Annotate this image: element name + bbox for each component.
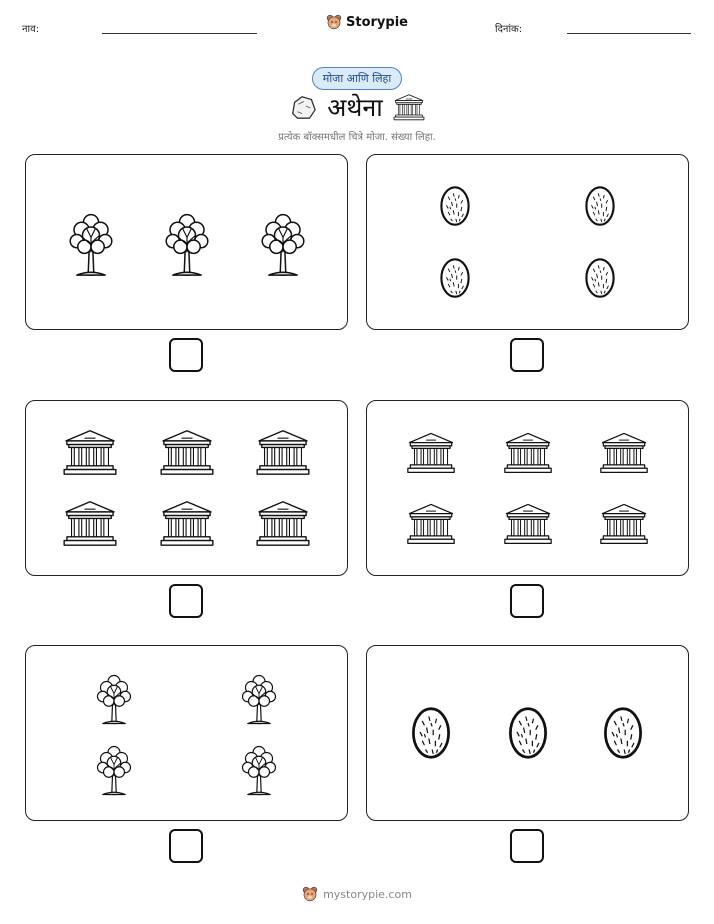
tree-icon: [240, 671, 278, 725]
counting-box-1: [25, 154, 348, 330]
temple-icon: [255, 428, 311, 476]
temple-icon: [255, 499, 311, 547]
counting-box-4: [366, 400, 689, 576]
title-row: [0, 90, 714, 124]
temple-icon: [393, 93, 425, 121]
tree-icon: [163, 209, 211, 277]
footer-site[interactable]: mystorypie.com: [323, 887, 412, 901]
egg-icon: [583, 182, 617, 230]
footer: [0, 886, 714, 902]
name-line[interactable]: [102, 33, 257, 34]
temple-icon: [406, 502, 456, 545]
egg-icon: [601, 702, 645, 764]
name-label: नाव:: [22, 24, 40, 35]
tree-icon: [259, 209, 307, 277]
temple-icon: [599, 431, 649, 474]
egg-icon: [438, 182, 472, 230]
temple-icon: [159, 428, 215, 476]
date-label: दिनांक:: [495, 24, 523, 35]
bear-icon: [326, 14, 342, 30]
rock-icon: [289, 92, 317, 122]
temple-icon: [62, 428, 118, 476]
counting-box-5: [25, 645, 348, 821]
answer-box-4[interactable]: [510, 584, 544, 618]
answer-box-5[interactable]: [169, 829, 203, 863]
counting-box-6: [366, 645, 689, 821]
tree-icon: [95, 742, 133, 796]
tag-wrapper: [0, 67, 714, 90]
egg-icon: [438, 254, 472, 302]
brand-logo: [326, 14, 408, 30]
answer-box-2[interactable]: [510, 338, 544, 372]
temple-icon: [159, 499, 215, 547]
temple-icon: [503, 502, 553, 545]
egg-icon: [583, 254, 617, 302]
tree-icon: [95, 671, 133, 725]
worksheet-tag: मोजा आणि लिहा: [312, 67, 402, 90]
egg-icon: [506, 702, 550, 764]
date-line[interactable]: [567, 33, 691, 34]
counting-box-2: [366, 154, 689, 330]
temple-icon: [503, 431, 553, 474]
answer-box-6[interactable]: [510, 829, 544, 863]
answer-box-1[interactable]: [169, 338, 203, 372]
tree-icon: [67, 209, 115, 277]
tree-icon: [240, 742, 278, 796]
temple-icon: [599, 502, 649, 545]
temple-icon: [406, 431, 456, 474]
egg-icon: [409, 702, 453, 764]
answer-box-3[interactable]: [169, 584, 203, 618]
counting-box-3: [25, 400, 348, 576]
brand-name: Storypie: [346, 14, 408, 30]
temple-icon: [62, 499, 118, 547]
bear-icon: [302, 886, 318, 902]
page-title: अथेना: [327, 93, 383, 122]
instruction: प्रत्येक बॉक्समधील चित्रे मोजा. संख्या लिहा.: [278, 132, 436, 143]
